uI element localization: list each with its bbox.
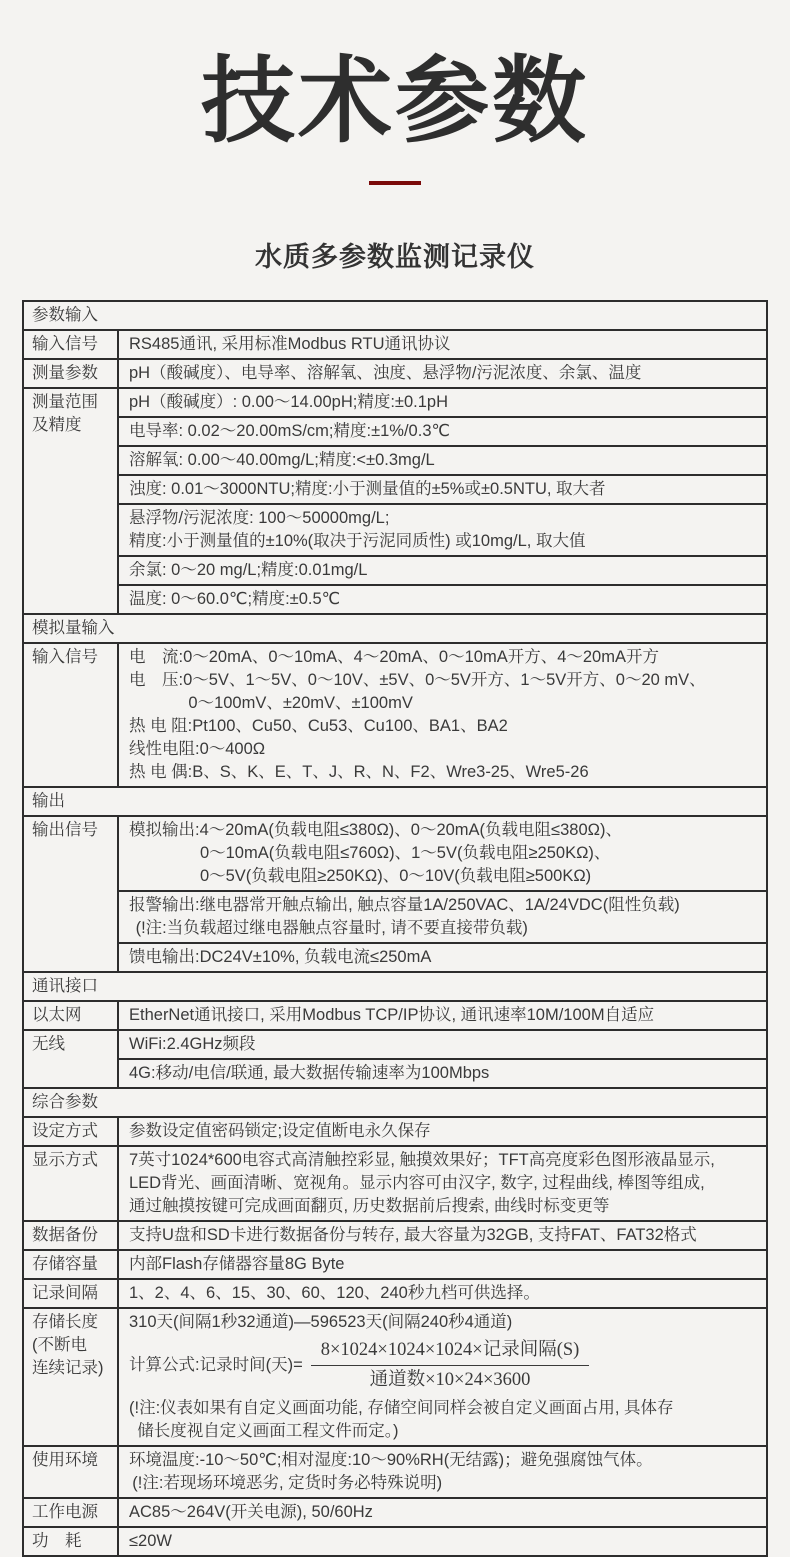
spec-cell xyxy=(119,474,766,503)
spec-cell xyxy=(119,1058,766,1087)
spec-cell xyxy=(119,360,766,387)
spec-line: 馈电输出:DC24V±10%, 负载电流≤250mA xyxy=(129,947,432,966)
spec-line: WiFi:2.4GHz频段 xyxy=(129,1034,256,1053)
spec-line: 输出信号 xyxy=(32,820,98,839)
section-row xyxy=(24,613,766,642)
row-label xyxy=(24,389,119,613)
spec-line: 7英寸1024*600电容式高清触控彩显, 触摸效果好；TFT高亮度彩色图形液晶显示, xyxy=(129,1150,715,1169)
section-label: 通讯接口 xyxy=(32,976,98,995)
spec-row xyxy=(24,1497,766,1526)
spec-row xyxy=(24,815,766,971)
spec-cell xyxy=(119,584,766,613)
row-label xyxy=(24,1118,119,1145)
spec-row xyxy=(24,329,766,358)
spec-line: 设定方式 xyxy=(32,1121,98,1140)
spec-line: 线性电阻:0～400Ω xyxy=(129,739,266,758)
spec-line: 及精度 xyxy=(32,415,82,434)
spec-line: 浊度: 0.01～3000NTU;精度:小于测量值的±5%或±0.5NTU, 取大者 xyxy=(129,479,606,498)
row-label xyxy=(24,331,119,358)
formula-prefix: 计算公式:记录时间(天)= xyxy=(129,1355,303,1374)
spec-row xyxy=(24,387,766,613)
spec-cell xyxy=(119,817,766,890)
spec-line: 工作电源 xyxy=(32,1502,98,1521)
section-row xyxy=(24,302,766,329)
row-label xyxy=(24,817,119,971)
row-label xyxy=(24,1002,119,1029)
formula-fraction xyxy=(311,1337,590,1394)
spec-cell xyxy=(119,416,766,445)
spec-line: 测量参数 xyxy=(32,363,98,382)
spec-line: 输入信号 xyxy=(32,334,98,353)
spec-cell xyxy=(119,331,766,358)
row-content xyxy=(119,644,766,786)
spec-line: 存储长度 xyxy=(32,1312,98,1331)
spec-cell xyxy=(119,1031,766,1058)
spec-cell xyxy=(119,1447,766,1497)
title-divider xyxy=(369,181,421,185)
spec-line: (!注:当负载超过继电器触点容量时, 请不要直接带负载) xyxy=(135,918,528,937)
spec-cell xyxy=(119,1147,766,1220)
spec-line: RS485通讯, 采用标准Modbus RTU通讯协议 xyxy=(129,334,451,353)
section-row xyxy=(24,971,766,1000)
row-content xyxy=(119,360,766,387)
spec-row xyxy=(24,1116,766,1145)
row-content xyxy=(119,1528,766,1555)
spec-line: (不断电 xyxy=(32,1335,87,1354)
spec-cell xyxy=(119,644,766,786)
spec-line: 余氯: 0～20 mg/L;精度:0.01mg/L xyxy=(129,560,368,579)
row-content xyxy=(119,1309,766,1445)
spec-cell xyxy=(119,389,766,416)
spec-line: ≤20W xyxy=(129,1531,172,1550)
spec-row xyxy=(24,1220,766,1249)
spec-cell xyxy=(119,942,766,971)
spec-cell xyxy=(119,1528,766,1555)
section-label: 参数输入 xyxy=(32,305,98,324)
row-label xyxy=(24,360,119,387)
row-content xyxy=(119,1447,766,1497)
spec-line: 支持U盘和SD卡进行数据备份与转存, 最大容量为32GB, 支持FAT、FAT32格式 xyxy=(129,1225,697,1244)
spec-line: 温度: 0～60.0℃;精度:±0.5℃ xyxy=(129,589,341,608)
spec-line: pH（酸碱度）: 0.00～14.00pH;精度:±0.1pH xyxy=(129,392,449,411)
spec-line: (!注:若现场环境恶劣, 定货时务必特殊说明) xyxy=(132,1473,443,1492)
spec-line: 热 电 偶:B、S、K、E、T、J、R、N、F2、Wre3-25、Wre5-26 xyxy=(129,762,589,781)
spec-line: 电 压:0～5V、1～5V、0～10V、±5V、0～5V开方、1～5V开方、0～20 mV、 xyxy=(129,670,706,689)
section-label: 模拟量输入 xyxy=(32,618,115,637)
section-label: 综合参数 xyxy=(32,1092,98,1111)
spec-line: 内部Flash存储器容量8G Byte xyxy=(129,1254,345,1273)
spec-line: 0～100mV、±20mV、±100mV xyxy=(188,693,413,712)
spec-line: 4G:移动/电信/联通, 最大数据传输速率为100Mbps xyxy=(129,1063,490,1082)
row-content xyxy=(119,331,766,358)
section-label: 输出 xyxy=(32,791,65,810)
section-row xyxy=(24,1087,766,1116)
row-label xyxy=(24,1499,119,1526)
spec-cell xyxy=(119,1118,766,1145)
row-label xyxy=(24,1447,119,1497)
row-content xyxy=(119,1280,766,1307)
spec-row xyxy=(24,1000,766,1029)
formula-numerator: 8×1024×1024×1024×记录间隔(S) xyxy=(311,1337,590,1366)
spec-row xyxy=(24,1278,766,1307)
row-label xyxy=(24,1280,119,1307)
row-content xyxy=(119,389,766,613)
spec-row xyxy=(24,358,766,387)
spec-line: 电导率: 0.02～20.00mS/cm;精度:±1%/0.3℃ xyxy=(129,421,451,440)
spec-line: 环境温度:-10～50℃;相对湿度:10～90%RH(无结露)；避免强腐蚀气体。 xyxy=(129,1450,653,1469)
spec-cell xyxy=(119,890,766,942)
row-content xyxy=(119,1147,766,1220)
spec-line: pH（酸碱度）、电导率、溶解氧、浊度、悬浮物/污泥浓度、余氯、温度 xyxy=(129,363,642,382)
row-content xyxy=(119,1031,766,1087)
spec-row xyxy=(24,1145,766,1220)
spec-line: 1、2、4、6、15、30、60、120、240秒九档可供选择。 xyxy=(129,1283,540,1302)
row-label xyxy=(24,1222,119,1249)
row-label xyxy=(24,1528,119,1555)
spec-line: 热 电 阻:Pt100、Cu50、Cu53、Cu100、BA1、BA2 xyxy=(129,716,508,735)
spec-cell xyxy=(119,1499,766,1526)
spec-line: 溶解氧: 0.00～40.00mg/L;精度:<±0.3mg/L xyxy=(129,450,435,469)
spec-line: LED背光、画面清晰、宽视角。显示内容可由汉字, 数字, 过程曲线, 棒图等组成, xyxy=(129,1173,705,1192)
row-content xyxy=(119,1251,766,1278)
spec-line: 精度:小于测量值的±10%(取决于污泥同质性) 或10mg/L, 取大值 xyxy=(129,531,586,550)
spec-line: 连续记录) xyxy=(32,1358,104,1377)
spec-table xyxy=(22,300,768,1557)
spec-line: 310天(间隔1秒32通道)—596523天(间隔240秒4通道) xyxy=(129,1312,513,1331)
spec-row xyxy=(24,1029,766,1087)
spec-line: 以太网 xyxy=(32,1005,82,1024)
spec-line: 通过触摸按键可完成画面翻页, 历史数据前后搜索, 曲线时标变更等 xyxy=(129,1196,610,1215)
page-title: 技术参数 xyxy=(200,48,589,153)
row-label xyxy=(24,1147,119,1220)
spec-line: 0～5V(负载电阻≥250KΩ)、0～10V(负载电阻≥500KΩ) xyxy=(199,866,592,885)
row-content xyxy=(119,1002,766,1029)
page-header xyxy=(0,0,790,274)
spec-line: 输入信号 xyxy=(32,647,98,666)
spec-line: 报警输出:继电器常开触点输出, 触点容量1A/250VAC、1A/24VDC(阻性负载) xyxy=(129,895,680,914)
section-row xyxy=(24,786,766,815)
spec-line: 数据备份 xyxy=(32,1225,98,1244)
spec-cell xyxy=(119,1309,766,1445)
spec-row xyxy=(24,1526,766,1555)
spec-line: 显示方式 xyxy=(32,1150,98,1169)
spec-cell xyxy=(119,1280,766,1307)
spec-line: 储长度视自定义画面工程文件而定。) xyxy=(137,1421,399,1440)
row-content xyxy=(119,1118,766,1145)
spec-line: 存储容量 xyxy=(32,1254,98,1273)
spec-row xyxy=(24,1249,766,1278)
spec-row xyxy=(24,1445,766,1497)
spec-line: 0～10mA(负载电阻≤760Ω)、1～5V(负载电阻≥250KΩ)、 xyxy=(199,843,611,862)
spec-line: 测量范围 xyxy=(32,392,98,411)
row-label xyxy=(24,1251,119,1278)
spec-line: 功 耗 xyxy=(32,1531,82,1550)
spec-line: 模拟输出:4～20mA(负载电阻≤380Ω)、0～20mA(负载电阻≤380Ω)、 xyxy=(129,820,622,839)
row-content xyxy=(119,817,766,971)
spec-line: 参数设定值密码锁定;设定值断电永久保存 xyxy=(129,1121,431,1140)
spec-line: 无线 xyxy=(32,1034,65,1053)
spec-line: 记录间隔 xyxy=(32,1283,98,1302)
spec-cell xyxy=(119,1222,766,1249)
spec-line: (!注:仪表如果有自定义画面功能, 存储空间同样会被自定义画面占用, 具体存 xyxy=(129,1398,674,1417)
spec-cell xyxy=(119,1251,766,1278)
row-label xyxy=(24,1031,119,1087)
spec-line: EtherNet通讯接口, 采用Modbus TCP/IP协议, 通讯速率10M/100M自适应 xyxy=(129,1005,655,1024)
spec-cell xyxy=(119,1002,766,1029)
spec-line: 电 流:0～20mA、0～10mA、4～20mA、0～10mA开方、4～20mA开方 xyxy=(129,647,659,666)
spec-line: AC85～264V(开关电源), 50/60Hz xyxy=(129,1502,373,1521)
row-label xyxy=(24,1309,119,1445)
spec-line: 使用环境 xyxy=(32,1450,98,1469)
spec-cell xyxy=(119,445,766,474)
spec-cell xyxy=(119,503,766,555)
product-subtitle: 水质多参数监测记录仪 xyxy=(255,241,535,272)
row-content xyxy=(119,1222,766,1249)
spec-line: 悬浮物/污泥浓度: 100～50000mg/L; xyxy=(129,508,390,527)
storage-formula xyxy=(119,1334,766,1397)
spec-cell xyxy=(119,555,766,584)
row-label xyxy=(24,644,119,786)
spec-row xyxy=(24,642,766,786)
formula-denominator: 通道数×10×24×3600 xyxy=(369,1369,531,1390)
row-content xyxy=(119,1499,766,1526)
